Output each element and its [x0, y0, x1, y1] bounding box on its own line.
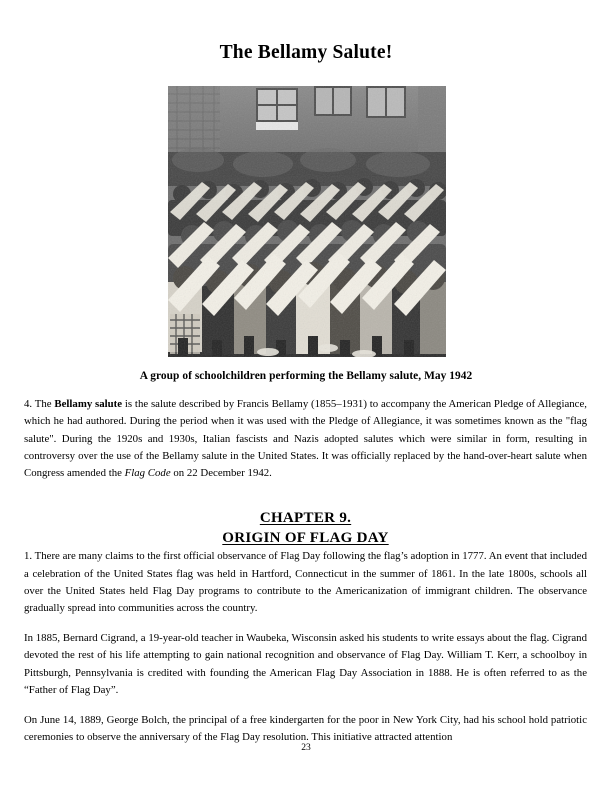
paragraph-george-bolch: On June 14, 1889, George Bolch, the principal of a free kindergarten for the poor in New York City, had his school hold patriotic ceremonies to observe the anniversary of the Flag Day resolution. This initiative attracted attention: [24, 713, 587, 744]
paragraph-bernard-cigrand: In 1885, Bernard Cigrand, a 19-year-old teacher in Waubeka, Wisconsin asked his students to write essays about the flag. Cigrand devoted the rest of his life attempting to gain national recognition and observance of Flag Day. William T. Kerr, a schoolboy in Pittsburgh, Pennsylvania is credited with founding the American Flag Day Association in 1888. He is often referred to as the “Father of Flag Day”.: [24, 632, 587, 697]
paragraph-tail: on 22 December 1942.: [170, 467, 272, 480]
photo-illustration: [168, 86, 446, 357]
page-title: The Bellamy Salute!: [219, 42, 393, 63]
paragraph-mid: is the salute described by Francis Bellamy (1855–1931) to accompany the American Pledge of Allegiance, which he had authored. During the period when it was used with the Pledge of Allegiance, it was sometimes known as the "flag salute". During the 1920s and 1930s, Italian fascists and Nazis adopted salutes which were similar in form, resulting in controversy over the use of the Bellamy salute in the United States. It was officially replaced by the hand-over-heart salute when Congress amended the: [24, 398, 587, 480]
paragraph-lead: 4. The: [24, 398, 55, 410]
paragraph-flag-day-claims: 1. There are many claims to the first official observance of Flag Day following the flag’s adoption in 1777. An event that included a celebration of the United States flag was held in Hartford, Connecticut in the summer of 1861. In the late 1800s, schools all over the United States held Flag Day programs to contribute to the Americanization of immigrant children. The observance gradually spread into communities across the country.: [24, 550, 587, 615]
bellamy-salute-photo: [168, 86, 446, 357]
chapter-heading: [24, 482, 587, 548]
bellamy-salute-term: Bellamy salute: [54, 398, 123, 410]
paragraph-bellamy-salute: [24, 396, 587, 482]
chapter-heading-line1: CHAPTER 9.: [259, 510, 352, 527]
body-text-column: [24, 396, 587, 746]
page-number: 23: [301, 742, 311, 753]
chapter-heading-line2: ORIGIN OF FLAG DAY: [222, 529, 389, 546]
flag-code-title: Flag Code: [124, 467, 171, 480]
figure-caption: A group of schoolchildren performing the Bellamy salute, May 1942: [139, 370, 473, 382]
